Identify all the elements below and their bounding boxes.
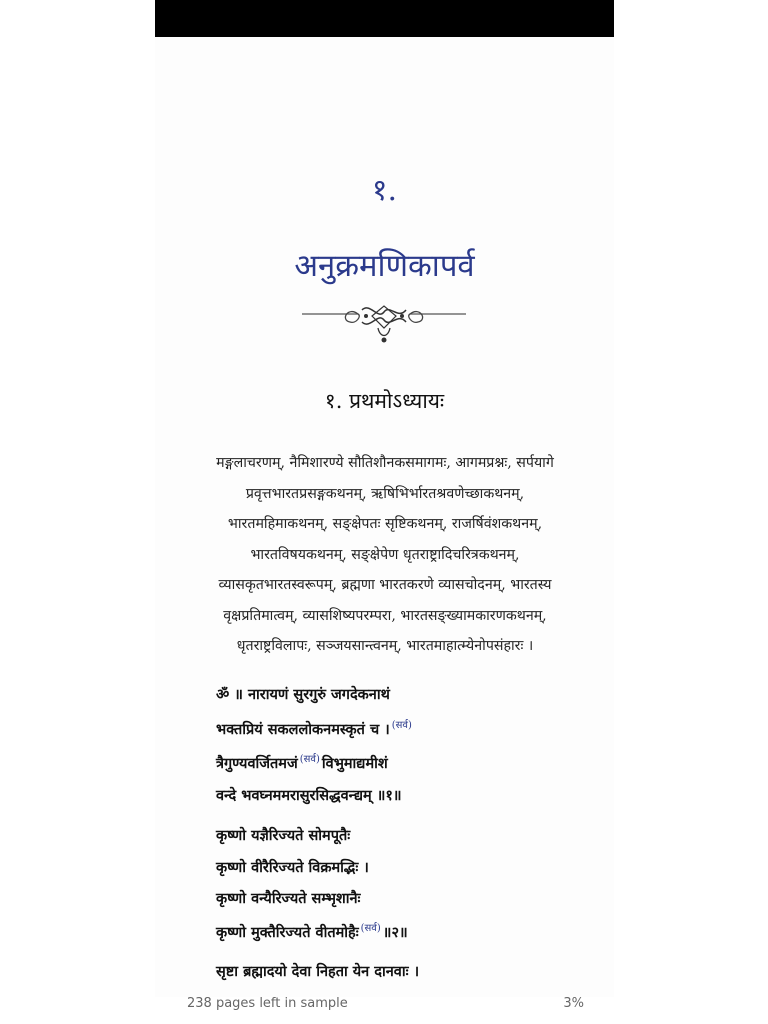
reference-marker[interactable]: (सर्व) bbox=[299, 754, 320, 765]
verse-line bbox=[216, 717, 414, 739]
verse-text: विभुमाद्यमीशं bbox=[321, 754, 388, 772]
verse-line bbox=[216, 920, 408, 942]
verse-line bbox=[216, 751, 388, 773]
summary-line: भारतमहिमाकथनम्, सङ्क्षेपतः सृष्टिकथनम्, राजर्षिवंशकथनम्, bbox=[227, 516, 543, 532]
summary-line: व्यासकृतभारतस्वरूपम्, ब्रह्मणा भारतकरणे व्यासचोदनम्, भारतस्य bbox=[218, 577, 552, 593]
summary-line: धृतराष्ट्रविलापः, सञ्जयसान्त्वनम्, भारतमाहात्म्येनोपसंहारः । bbox=[236, 638, 534, 654]
verse-line: ॐ ॥ नारायणं सुरगुरुं जगदेकनाथं bbox=[216, 686, 390, 703]
top-bar bbox=[155, 0, 614, 37]
ornament-divider-icon bbox=[300, 302, 468, 346]
reference-marker[interactable]: (सर्व) bbox=[391, 720, 412, 731]
chapter-number: १. bbox=[371, 173, 398, 208]
summary-line: वृक्षप्रतिमात्वम्, व्यासशिष्यपरम्परा, भारतसङ्ख्यामकारणकथनम्, bbox=[223, 607, 547, 624]
parva-title: अनुक्रमणिकापर्व bbox=[294, 248, 475, 284]
pages-left-label: 238 pages left in sample bbox=[187, 996, 348, 1011]
summary-line: प्रवृत्तभारतप्रसङ्गकथनम्, ऋषिभिर्भारतश्रवणेच्छाकथनम्, bbox=[245, 485, 525, 502]
chapter-summary bbox=[180, 448, 590, 662]
verse-text: ॥२॥ bbox=[382, 923, 408, 941]
summary-line: भारतविषयकथनम्, सङ्क्षेपेण धृतराष्ट्रादिचरित्रकथनम्, bbox=[250, 546, 520, 563]
summary-line: मङ्गलाचरणम्, नैमिशारण्ये सौतिशौनकसमागमः, आगमप्रश्नः, सर्पयागे bbox=[216, 455, 554, 471]
verse-line: सृष्टा ब्रह्मादयो देवा निहता येन दानवाः । bbox=[216, 963, 420, 980]
verse-line: वन्दे भवघ्नममरासुरसिद्धवन्द्यम् ॥१॥ bbox=[216, 787, 402, 804]
verse-text: कृष्णो मुक्तैरिज्यते वीतमोहैः bbox=[216, 923, 359, 941]
verse-line: कृष्णो वीरैरिज्यते विक्रमद्भिः । bbox=[216, 859, 369, 876]
reference-marker[interactable]: (सर्व) bbox=[360, 923, 381, 934]
verse-text: भक्तप्रियं सकललोकनमस्कृतं च । bbox=[216, 720, 390, 738]
verse-line: कृष्णो वन्यैरिज्यते सम्भृशानैः bbox=[216, 890, 361, 907]
adhyaya-title: १. प्रथमोऽध्यायः bbox=[324, 389, 445, 413]
reading-progress: 3% bbox=[563, 996, 584, 1011]
verse-text: त्रैगुण्यवर्जितमजं bbox=[216, 754, 298, 772]
verse-line: कृष्णो यज्ञैरिज्यते सोमपूतैः bbox=[216, 827, 351, 844]
